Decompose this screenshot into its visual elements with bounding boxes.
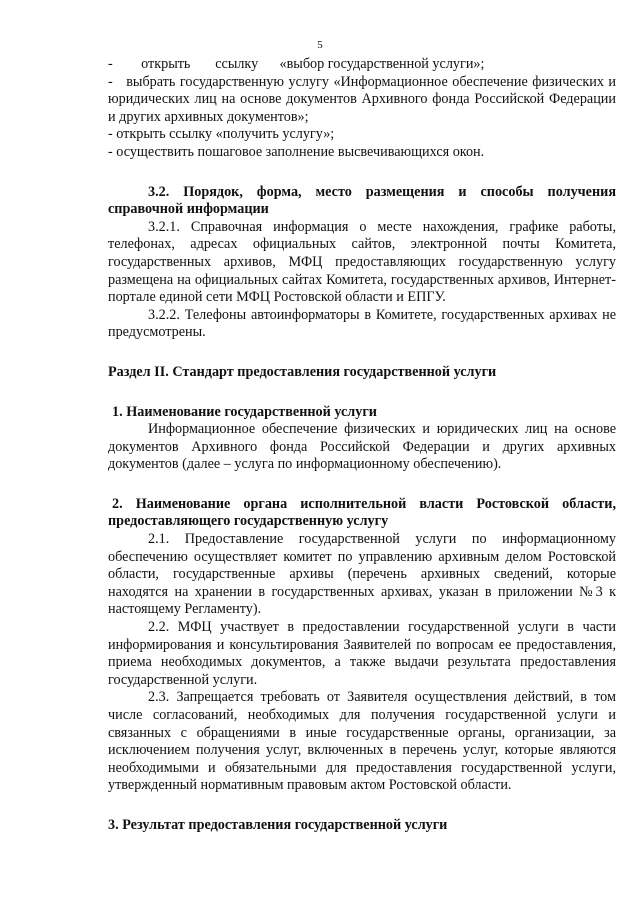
section-heading-II: Раздел II. Стандарт предоставления государственной услуги [108, 363, 497, 380]
page-number: 5 [317, 39, 323, 51]
section-heading-1: 1. Наименование государственной услуги [112, 403, 377, 420]
paragraph-1: Информационное обеспечение физических и юридических лиц на основе документов Архивного фонда Российской Федерации и других архивных документов (далее – услуга по информационному обеспечению). [108, 421, 616, 473]
paragraph-3-2-1: 3.2.1. Справочная информация о месте нахождения, графике работы, телефонах, адресах официальных сайтов, электронной почты Комитета, государственных архивов, МФЦ предоставляющих государственную услугу размещена на официальных сайтах Комитета, государственных архивов, Интернет-портале единой сети МФЦ Ростовской области и ЕПГУ. [108, 218, 616, 306]
page-content [108, 56, 616, 835]
list-item: - выбрать государственную услугу «Информационное обеспечение физических и юридических лиц на основе документов Архивного фонда Российской Федерации и других архивных документов»; [108, 73, 616, 125]
paragraph-2-2: 2.2. МФЦ участвует в предоставлении государственной услуги в части информирования и консультирования Заявителей по вопросам ее предоставления, приема необходимых документов, а также выдачи результата предоставления государственной услуги. [108, 619, 616, 688]
paragraph-3-2-2: 3.2.2. Телефоны автоинформаторы в Комитете, государственных архивах не предусмотрены. [108, 306, 616, 341]
list-item: - открыть ссылку «выбор государственной услуги»; [108, 56, 485, 72]
list-item: - открыть ссылку «получить услугу»; [108, 126, 335, 143]
paragraph-2-3: 2.3. Запрещается требовать от Заявителя осуществления действий, в том числе согласований, необходимых для получения государственной услуги и связанных с обращениями в иные государственные органы, организации, за исключением получения услуг, включенных в перечень услуг, которые являются необходимыми и обязательными для предоставления государственной услуги, утвержденный нормативным правовым актом Ростовской области. [108, 689, 616, 794]
section-heading-2: 2. Наименование органа исполнительной власти Ростовской области, предоставляющего государственную услугу [108, 495, 616, 530]
section-heading-3-2: 3.2. Порядок, форма, место размещения и способы получения справочной информации [108, 183, 616, 218]
list-item: - осуществить пошаговое заполнение высвечивающихся окон. [108, 143, 485, 160]
paragraph-2-1: 2.1. Предоставление государственной услуги по информационному обеспечению осуществляет комитет по управлению архивным делом Ростовской области, государственные архивы (перечень архивных сведений, которые находятся на хранении в государственных архивах, указан в приложении №3 к настоящему Регламенту). [108, 531, 616, 618]
section-heading-3: 3. Результат предоставления государственной услуги [108, 816, 448, 833]
